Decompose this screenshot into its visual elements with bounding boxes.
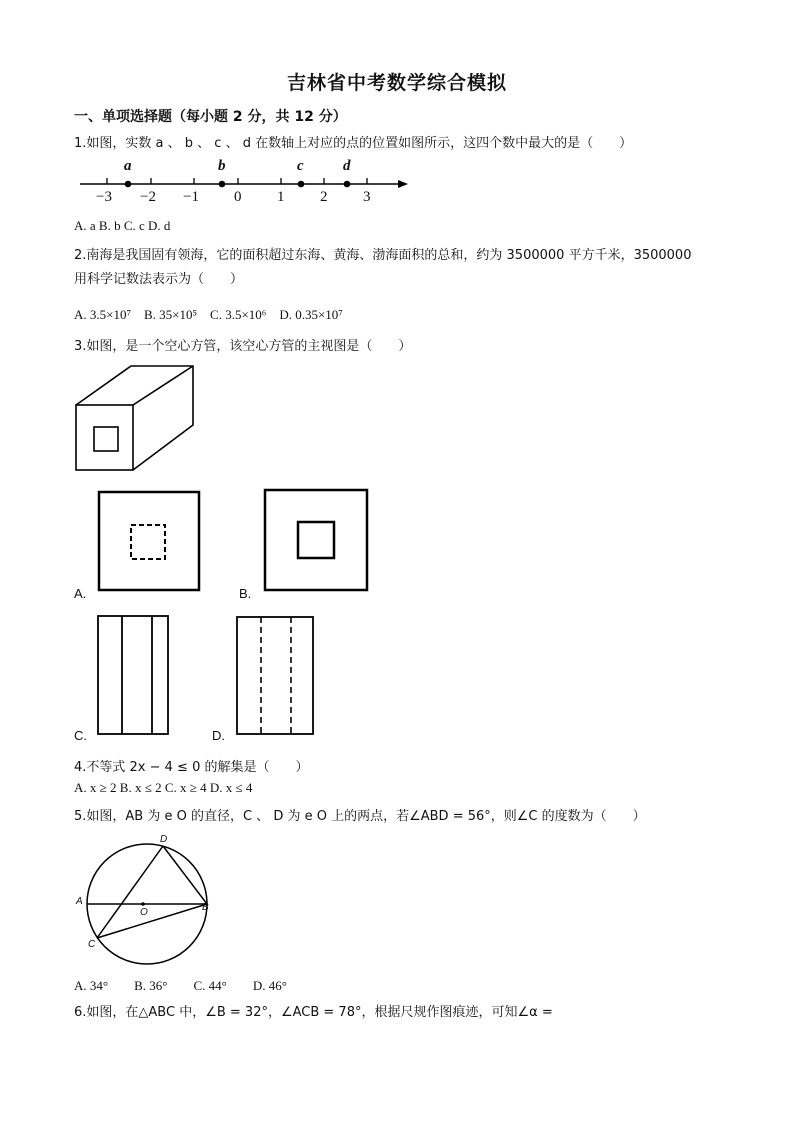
option-d-label: D.: [212, 728, 225, 743]
option-c-label: C.: [74, 728, 87, 743]
label-d: D: [160, 834, 168, 845]
label-b: B: [202, 902, 209, 913]
point-b-label: b: [218, 158, 226, 174]
question-4-options: A. x ≥ 2 B. x ≤ 2 C. x ≥ 4 D. x ≤ 4: [74, 780, 253, 795]
tick-label: 2: [320, 189, 328, 205]
option-a-label: A.: [74, 586, 87, 601]
question-1-options: A. a B. b C. c D. d: [74, 218, 171, 233]
point-c-label: c: [297, 158, 304, 174]
question-2-line1: 2.南海是我国固有领海，它的面积超过东海、黄海、渤海面积的总和，约为 3500000 平方千米，3500000: [74, 248, 692, 263]
question-5-text: 5.如图，AB 为 e O 的直径，C 、 D 为 e O 上的两点，若∠ABD = 56°，则∠C 的度数为（ ）: [74, 809, 646, 824]
question-3-text: 3.如图，是一个空心方管，该空心方管的主视图是（ ）: [74, 339, 412, 354]
point-a-label: a: [124, 158, 132, 174]
label-c: C: [88, 939, 96, 950]
tick-label: 0: [234, 189, 242, 205]
question-5-options: A. 34° B. 36° C. 44° D. 46°: [74, 978, 287, 993]
page-title: 吉林省中考数学综合模拟: [286, 72, 507, 94]
option-b-label: B.: [239, 586, 252, 601]
question-4-text: 4.不等式 2x − 4 ≤ 0 的解集是（ ）: [74, 760, 309, 775]
section-heading: 一、单项选择题（每小题 2 分，共 12 分）: [74, 109, 347, 125]
tick-label: −1: [183, 189, 199, 205]
label-a: A: [76, 896, 83, 907]
point-d-label: d: [343, 158, 351, 174]
center-point: [141, 902, 145, 906]
tick-label: 1: [277, 189, 285, 205]
question-2-line2: 用科学记数法表示为（ ）: [74, 272, 244, 287]
label-o: O: [140, 907, 148, 918]
tick-label: 3: [363, 189, 371, 205]
tick-label: −3: [96, 189, 112, 205]
question-6-text: 6.如图，在△ABC 中，∠B = 32°，∠ACB = 78°，根据尺规作图痕迹，可知∠α =: [74, 1005, 553, 1020]
tick-label: −2: [140, 189, 156, 205]
question-2-options: A. 3.5×10⁷ B. 35×10⁵ C. 3.5×10⁶ D. 0.35×10⁷: [74, 307, 343, 322]
question-1-text: 1.如图，实数 a 、 b 、 c 、 d 在数轴上对应的点的位置如图所示，这四个数中最大的是（ ）: [74, 136, 633, 151]
